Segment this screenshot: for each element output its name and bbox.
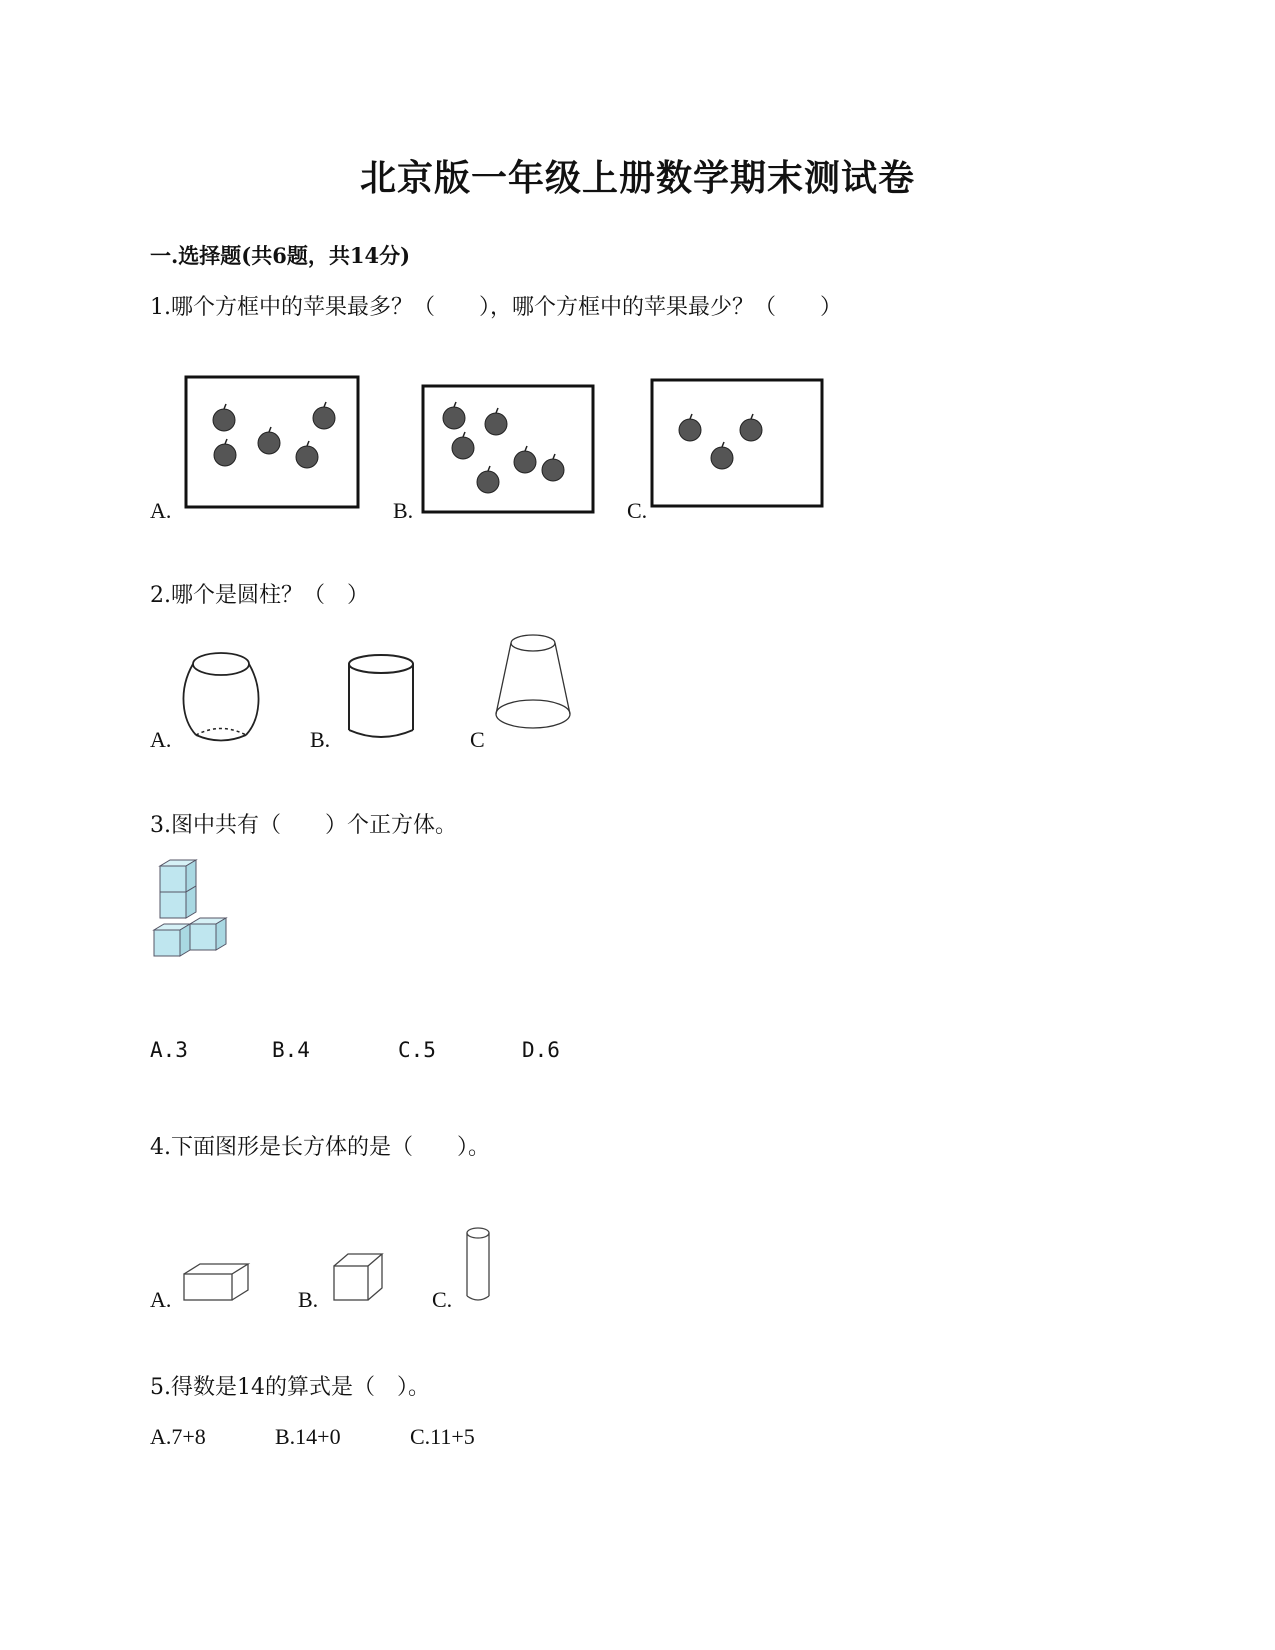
section-heading: 一.选择题(共6题，共14分): [150, 243, 411, 268]
q2-option-c-label: C: [470, 727, 485, 752]
q4-option-b-label: B.: [298, 1287, 319, 1312]
question-3: 3.图中共有（ ）个正方体。: [150, 813, 457, 838]
q4-option-c-label: C.: [432, 1287, 453, 1312]
q3-option-d: D.6: [522, 1038, 560, 1062]
question-4: 4.下面图形是长方体的是（ ）。: [150, 1135, 490, 1160]
q4-cylinder-image: [464, 1226, 492, 1306]
q3-cubes-image: [150, 860, 232, 964]
q2-barrel-shape-image: [180, 650, 262, 744]
question-5: 5.得数是14的算式是（ ）。: [150, 1375, 430, 1400]
q3-option-b: B.4: [272, 1038, 310, 1062]
q5-option-a: A.7+8: [150, 1424, 206, 1449]
q3-option-a: A.3: [150, 1038, 188, 1062]
q2-option-b-label: B.: [310, 727, 331, 752]
q1-box-b-image: [421, 384, 595, 514]
q1-option-c-label: C.: [627, 498, 648, 523]
question-1: 1.哪个方框中的苹果最多？（ ），哪个方框中的苹果最少？（ ）: [150, 295, 842, 320]
q4-option-a-label: A.: [150, 1287, 172, 1312]
q4-cuboid-image: [182, 1262, 252, 1304]
q2-option-a-label: A.: [150, 727, 172, 752]
q2-cylinder-image: [345, 652, 417, 744]
page-title: 北京版一年级上册数学期末测试卷: [359, 157, 915, 199]
q5-option-c: C.11+5: [410, 1424, 475, 1449]
q4-cube-image: [332, 1252, 384, 1304]
q1-option-b-label: B.: [393, 498, 414, 523]
q1-box-c-image: [650, 378, 824, 508]
q3-option-c: C.5: [398, 1038, 436, 1062]
question-2: 2.哪个是圆柱？（ ）: [150, 583, 369, 608]
q1-option-a-label: A.: [150, 498, 172, 523]
apple-icon: [213, 407, 335, 468]
q2-frustum-image: [492, 630, 574, 736]
q1-box-a-image: [184, 375, 360, 510]
q5-option-b: B.14+0: [275, 1424, 341, 1449]
